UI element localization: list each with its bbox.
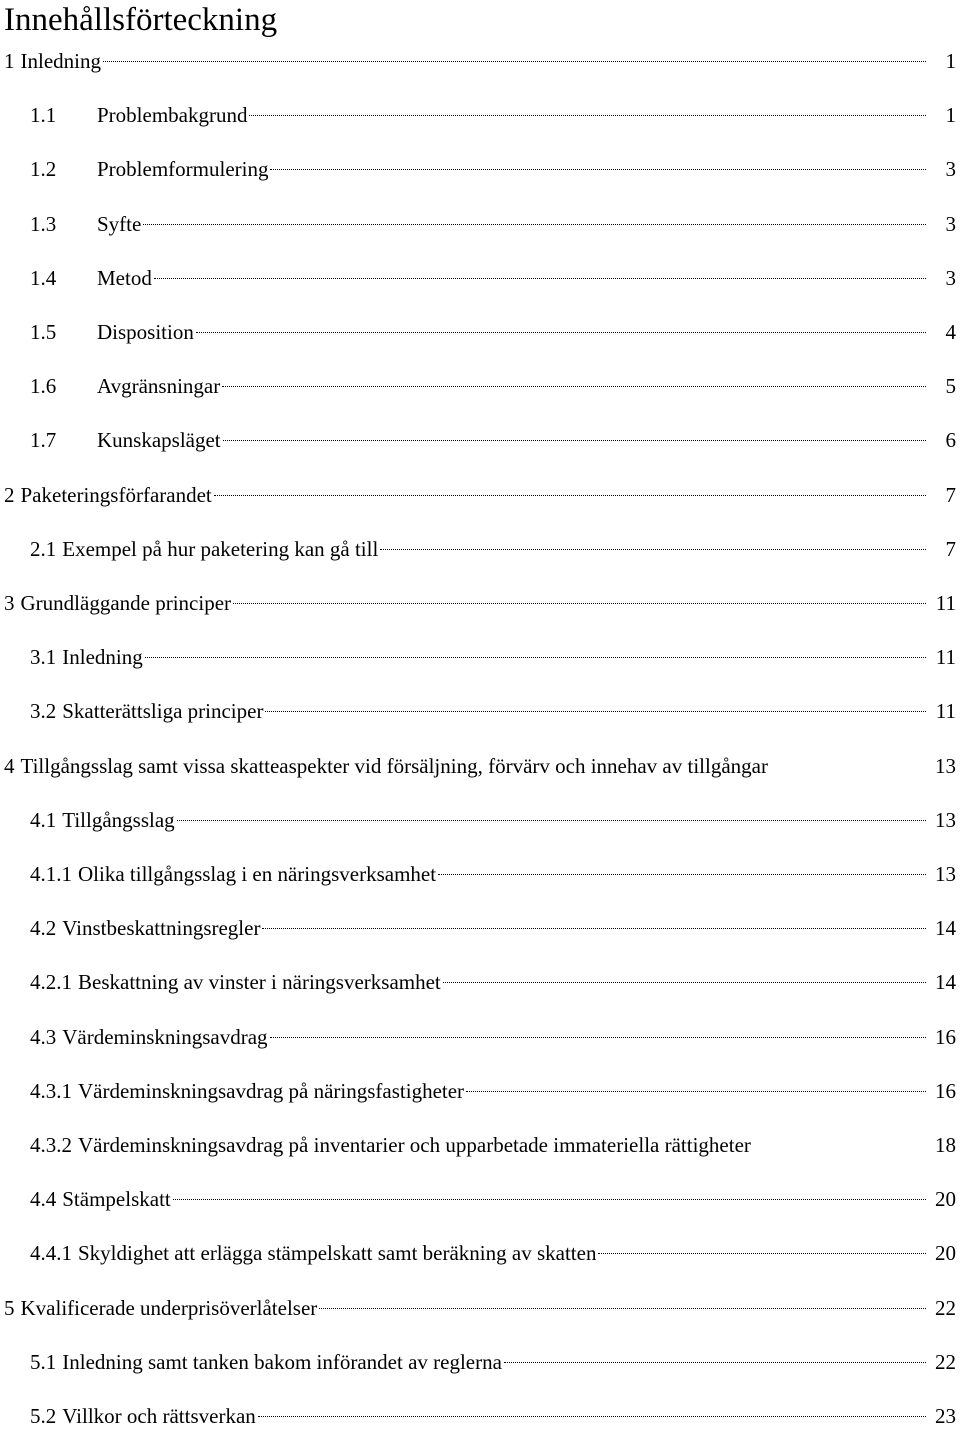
toc-dot-leader (233, 603, 926, 604)
toc-entry-number: 3 (4, 591, 15, 615)
toc-entry-page-number: 3 (945, 211, 956, 236)
toc-entry[interactable] (30, 263, 956, 293)
toc-entry[interactable] (30, 1130, 956, 1160)
toc-dot-leader (270, 1037, 926, 1038)
toc-entry-page-number: 3 (945, 157, 956, 182)
toc-entry[interactable] (4, 588, 956, 618)
toc-entry[interactable] (30, 425, 956, 455)
toc-entry-number: 4 (4, 753, 15, 778)
toc-entry-number: 4.1 (30, 807, 57, 832)
toc-entry[interactable] (30, 696, 956, 726)
toc-dot-leader (196, 332, 926, 333)
toc-entry-number: 5 (4, 1295, 15, 1320)
toc-entry-number: 4.1.1 (30, 862, 72, 886)
toc-entry-page-number: 16 (935, 1078, 956, 1103)
toc-entry-page-number: 7 (945, 482, 956, 507)
toc-entry[interactable] (30, 154, 956, 184)
toc-dot-leader (173, 1199, 926, 1200)
toc-entry-label: Skatterättsliga principer (62, 699, 264, 724)
toc-entry-number: 3.2 (30, 699, 57, 724)
toc-entry-page-number: 13 (935, 807, 956, 832)
toc-entry-page-number: 16 (935, 1024, 956, 1049)
toc-entry-page-number: 13 (935, 862, 956, 886)
toc-entry-label: Kunskapsläget (97, 428, 221, 453)
toc-entry-label: Inledning (62, 645, 143, 670)
toc-entry-label: Beskattning av vinster i näringsverksamhet (78, 970, 441, 995)
toc-entry-page-number: 6 (945, 428, 956, 453)
toc-entry-label: Skyldighet att erlägga stämpelskatt samt beräkning av skatten (78, 1241, 597, 1266)
toc-entry-label: Disposition (97, 320, 194, 344)
toc-entry-label: Syfte (97, 211, 142, 236)
toc-entry[interactable] (30, 1347, 956, 1377)
toc-entry-label: Inledning samt tanken bakom införandet av reglerna (62, 1349, 502, 1374)
toc-dot-leader (214, 495, 926, 496)
toc-entry[interactable] (30, 1184, 956, 1214)
toc-entry-label: Olika tillgångsslag i en näringsverksamhet (78, 862, 437, 886)
toc-entry-number: 4.2.1 (30, 970, 72, 995)
toc-entry-page-number: 22 (935, 1349, 956, 1374)
toc-dot-leader (466, 1091, 926, 1092)
toc-entry-label: Metod (97, 265, 152, 290)
toc-entry-label: Paketeringsförfarandet (20, 482, 212, 507)
toc-entry[interactable] (30, 913, 956, 943)
toc-entry-page-number: 23 (935, 1404, 956, 1428)
toc-entry-number: 1.1 (30, 103, 57, 128)
toc-entry-label: Värdeminskningsavdrag (62, 1024, 268, 1049)
toc-entry-number: 2 (4, 482, 15, 507)
toc-entry-page-number: 11 (935, 699, 956, 724)
toc-dot-leader (598, 1253, 926, 1254)
toc-entry-number: 4.3.2 (30, 1133, 72, 1157)
toc-entry-page-number: 20 (935, 1241, 956, 1266)
toc-entry-label: Tillgångsslag (62, 807, 175, 832)
toc-entry-page-number: 4 (945, 320, 956, 344)
toc-entry-page-number: 14 (935, 970, 956, 995)
toc-entry[interactable] (30, 534, 956, 564)
toc-entry-number: 5.1 (30, 1349, 57, 1374)
toc-entry-number: 4.3.1 (30, 1078, 72, 1103)
toc-entry-page-number: 7 (945, 536, 956, 561)
toc-entry[interactable] (30, 317, 956, 347)
toc-entry[interactable] (30, 1238, 956, 1268)
toc-entry-label: Inledning (20, 49, 101, 73)
toc-dot-leader (270, 169, 926, 170)
toc-entry[interactable] (4, 480, 956, 510)
toc-entry-number: 1.7 (30, 428, 57, 453)
toc-entry-page-number: 1 (945, 49, 956, 73)
toc-dot-leader (438, 874, 926, 875)
toc-dot-leader (380, 549, 926, 550)
toc-dot-leader (154, 278, 926, 279)
toc-entry-number: 3.1 (30, 645, 57, 670)
toc-entry-label: Kvalificerade underprisöverlåtelser (20, 1295, 318, 1320)
toc-entry-number: 4.4 (30, 1187, 57, 1212)
toc-entry-number: 1.5 (30, 320, 57, 344)
toc-entry-page-number: 3 (945, 265, 956, 290)
toc-entry-number: 1.4 (30, 265, 57, 290)
toc-entry-label: Vinstbeskattningsregler (62, 916, 261, 941)
toc-entry[interactable] (30, 371, 956, 401)
toc-entry[interactable] (30, 1401, 956, 1431)
toc-entry-label: Problembakgrund (97, 103, 248, 128)
toc-entry-page-number: 20 (935, 1187, 956, 1212)
toc-entry-page-number: 11 (935, 645, 956, 670)
toc-dot-leader (222, 386, 926, 387)
toc-entry[interactable] (30, 1076, 956, 1106)
toc-entry-label: Avgränsningar (97, 374, 221, 399)
toc-entry-page-number: 11 (935, 591, 956, 615)
toc-entry-page-number: 5 (945, 374, 956, 399)
toc-dot-leader (177, 820, 926, 821)
toc-entry-number: 5.2 (30, 1404, 57, 1428)
toc-entry-label: Värdeminskningsavdrag på inventarier och upparbetade immateriella rättigheter (78, 1133, 751, 1157)
toc-entry[interactable] (30, 100, 956, 130)
toc-entry[interactable] (30, 1022, 956, 1052)
toc-entry-page-number: 14 (935, 916, 956, 941)
toc-entry-number: 1.6 (30, 374, 57, 399)
toc-entry[interactable] (30, 805, 956, 835)
toc-dot-leader (262, 928, 926, 929)
toc-dot-leader (223, 440, 926, 441)
toc-entry[interactable] (30, 209, 956, 239)
toc-entry-number: 4.4.1 (30, 1241, 72, 1266)
toc-entry[interactable] (30, 967, 956, 997)
toc-entry-label: Problemformulering (97, 157, 269, 182)
toc-entry-number: 1 (4, 49, 15, 73)
toc-entry[interactable] (4, 46, 956, 76)
toc-entry[interactable] (30, 859, 956, 889)
toc-dot-leader (143, 224, 926, 225)
toc-title: Innehållsförteckning (4, 2, 278, 38)
toc-entry-label: Exempel på hur paketering kan gå till (62, 536, 379, 561)
toc-dot-leader (258, 1416, 926, 1417)
toc-entry-page-number: 18 (935, 1133, 956, 1157)
toc-entry-label: Grundläggande principer (20, 591, 232, 615)
toc-entry-number: 1.2 (30, 157, 57, 182)
toc-dot-leader (249, 115, 926, 116)
toc-entry[interactable] (4, 1293, 956, 1323)
toc-entry-number: 4.3 (30, 1024, 57, 1049)
toc-dot-leader (265, 711, 926, 712)
toc-entry-page-number: 22 (935, 1295, 956, 1320)
toc-dot-leader (504, 1362, 926, 1363)
toc-entry-label: Värdeminskningsavdrag på näringsfastigheter (78, 1078, 465, 1103)
toc-entry-number: 1.3 (30, 211, 57, 236)
toc-entry[interactable] (30, 642, 956, 672)
toc-entry-page-number: 1 (945, 103, 956, 128)
toc-entry-label: Tillgångsslag samt vissa skatteaspekter vid försäljning, förvärv och innehav av tillgångar (20, 753, 768, 778)
toc-dot-leader (103, 61, 926, 62)
toc-dot-leader (145, 657, 926, 658)
toc-entry-label: Villkor och rättsverkan (62, 1404, 256, 1428)
toc-entry[interactable] (4, 751, 956, 781)
toc-entry-number: 4.2 (30, 916, 57, 941)
toc-dot-leader (319, 1308, 926, 1309)
toc-entry-label: Stämpelskatt (62, 1187, 171, 1212)
toc-entry-number: 2.1 (30, 536, 57, 561)
toc-dot-leader (443, 982, 926, 983)
toc-entry-page-number: 13 (935, 753, 956, 778)
